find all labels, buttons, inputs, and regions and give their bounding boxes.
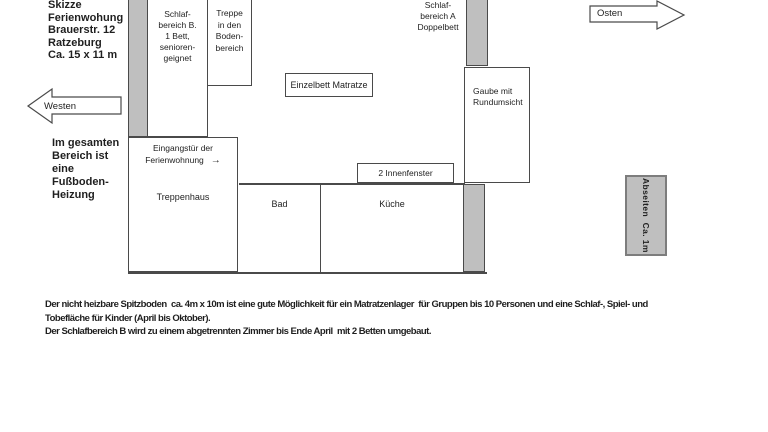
room-treppe-bodenbereich <box>208 0 252 86</box>
entrance-line: Eingangstür der <box>152 143 213 153</box>
wall-schlafbereich-a <box>466 0 488 66</box>
footer-line: Der nicht heizbare Spitzboden ca. 4m x 10m ist eine gute Möglichkeit für ein Matratzenlager für Gruppen bis 10 Personen und eine Schlaf-, Spiel- und <box>45 299 648 310</box>
plan-title-line: Brauerstr. 12 <box>48 24 116 37</box>
bad-label: Bad <box>271 199 288 209</box>
footer-line: Tobefläche für Kinder (April bis Oktober). <box>45 312 211 324</box>
floor-heating-line: Fußboden- <box>52 176 109 188</box>
schlafbereich-a-line: Schlaf- <box>424 0 452 10</box>
floor-heating-line: Heizung <box>52 189 95 201</box>
floor-heating-line: eine <box>52 163 75 175</box>
schlafbereich-a-line: bereich A <box>420 11 456 21</box>
line-bad-kueche-divider <box>320 184 321 272</box>
entrance-door-label <box>129 138 237 167</box>
room-schlafbereich-b <box>148 0 208 137</box>
gaube-label: Rundumsicht <box>473 97 523 107</box>
schlafbereich-b-label: bereich B. <box>158 20 197 30</box>
west-label: Westen <box>44 101 77 112</box>
plan-title-line: Ca. 15 x 11 m <box>48 49 118 62</box>
entrance-line <box>129 154 237 167</box>
schlafbereich-b-label: Schlaf- <box>164 9 191 19</box>
plan-title-line: Ratzeburg <box>48 36 102 49</box>
schlafbereich-b-label: senioren- <box>159 42 196 52</box>
schlafbereich-a-line: Doppelbett <box>417 22 459 32</box>
floor-heating-line: Im gesamten <box>52 137 120 149</box>
abseiten-box <box>625 175 667 256</box>
plan-title <box>48 0 123 62</box>
treppe-label: bereich <box>215 42 244 53</box>
gaube-label: Gaube mit <box>473 86 513 96</box>
einzelbett-box: Einzelbett Matratze <box>285 73 373 97</box>
footer-line: Der Schlafbereich B wird zu einem abgetrennten Zimmer bis Ende April mit 2 Betten umgebaut. <box>45 326 431 338</box>
schlafbereich-b-label: 1 Bett, <box>165 31 190 41</box>
east-label: Osten <box>597 8 623 19</box>
floor-heating-note <box>52 137 119 202</box>
abseiten-label: Abseiten Ca. 1m <box>641 178 651 253</box>
footer-note <box>45 298 648 339</box>
entrance-text: Ferienwohnung <box>145 155 204 165</box>
treppe-label: in den <box>217 19 242 30</box>
wall-kueche-right <box>463 184 485 272</box>
floor-heating-line: Bereich ist <box>52 150 109 162</box>
plan-title-line: Skizze <box>48 0 82 11</box>
plan-title-line: Ferienwohung <box>48 11 124 24</box>
wall-left <box>128 0 148 137</box>
line-bad-kueche-top <box>239 183 465 185</box>
schlafbereich-b-label: geignet <box>163 53 192 63</box>
treppe-label: Treppe <box>216 8 243 18</box>
treppe-label: Boden- <box>215 31 244 41</box>
room-treppenhaus <box>128 137 238 272</box>
kueche-label: Küche <box>379 199 405 209</box>
treppenhaus-label: Treppenhaus <box>156 192 210 202</box>
innenfenster-box: 2 Innenfenster <box>357 163 454 183</box>
schlafbereich-a-label <box>404 0 472 33</box>
line-plan-bottom <box>128 272 487 274</box>
right-arrow-icon: → <box>210 155 221 166</box>
gaube-box <box>464 67 530 183</box>
